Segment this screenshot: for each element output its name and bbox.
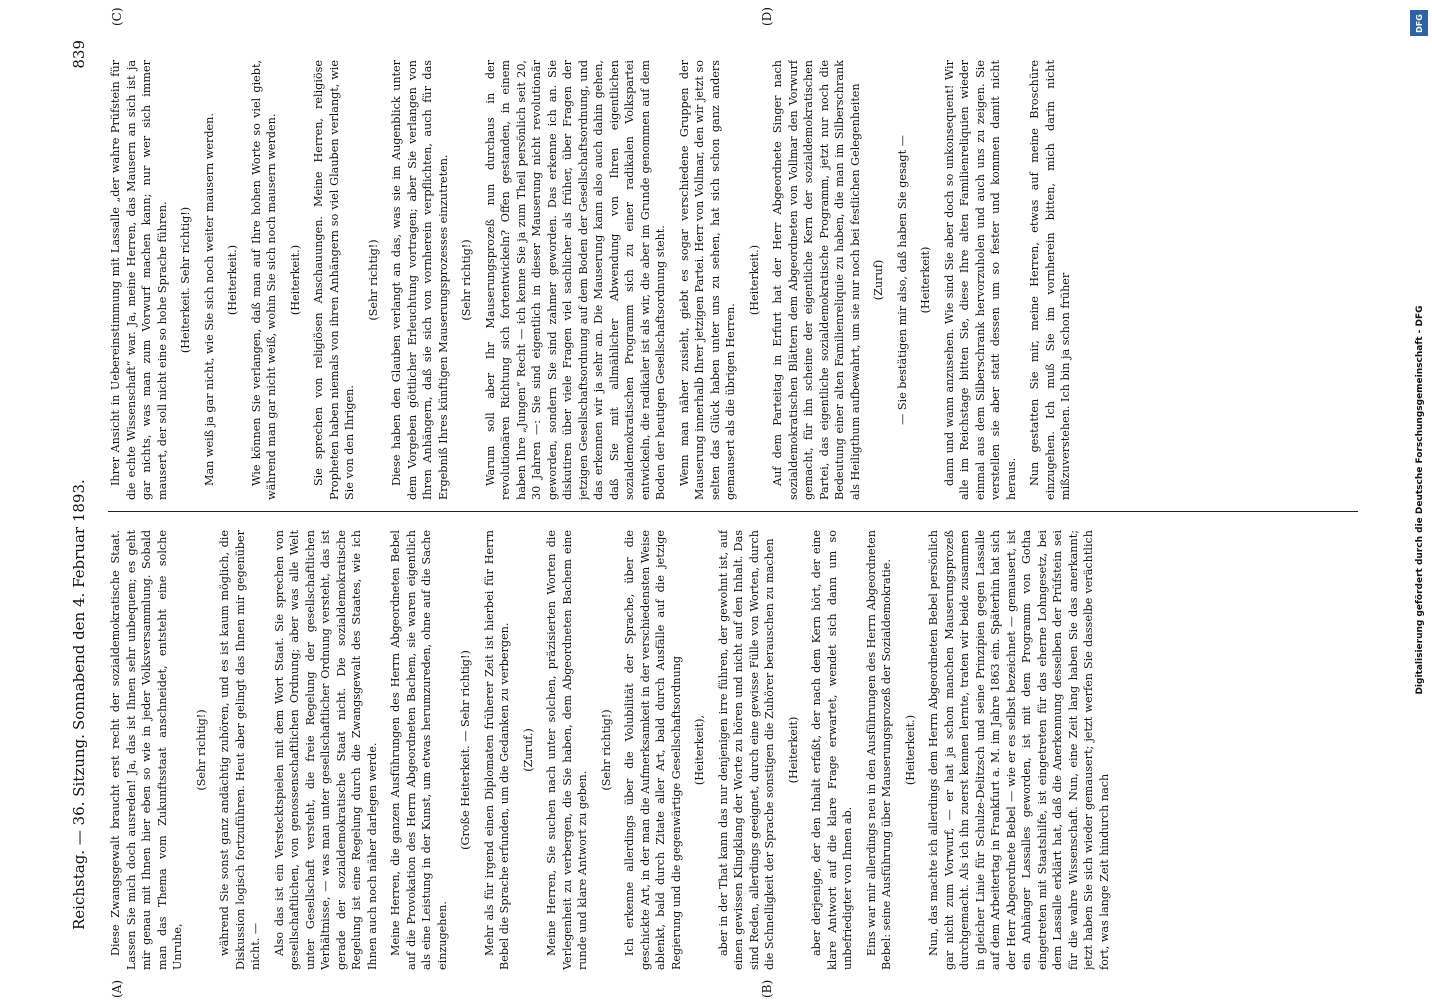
dfg-logo: DFG xyxy=(1410,10,1428,36)
margin-marker-d: (D) xyxy=(760,7,774,26)
paragraph: Auf dem Parteitag in Erfurt hat der Herr Abgeordnete Singer nach sozialdemokratischen Blättern dem Abgeordneten von Vollmar den Vorwurf gemacht, für ihn scheine der eigentliche Kern der sozialdemokratischen Partei, das eigentliche sozialdemokratische Programm, jetzt nur noch die Bedeutung einer alten Familienreliquie zu haben, die man im Silberschrank als Heiligthum aufbewahrt, um sie nur noch bei festlichen Gelegenheiten xyxy=(771,60,862,500)
paragraph: (Heiterkeit. Sehr richtig!) xyxy=(179,206,192,354)
paragraph: (Heiterkeit), xyxy=(693,714,706,786)
paragraph: Nun gestatten Sie mir, meine Herren, etwas auf meine Broschüre einzugehen. Ich muß Sie im vornherein bitten, mich darin nicht mißzuverstehen. Ich bin ja schon früher xyxy=(1028,60,1072,500)
margin-marker-b: (B) xyxy=(760,979,774,998)
paragraph: (Zuruf) xyxy=(872,259,885,301)
paragraph: (Heiterkeit) xyxy=(786,716,800,784)
paragraph: (Große Heiterkeit. — Sehr richtig!) xyxy=(459,650,472,850)
paragraph: dann und wann anzusehen. Wie sind Sie aber doch so unkonsequent! Wir alle im Reichstage bitten Sie, diese Ihre alten Familienreliquien wieder einmal aus dem Silberschrank hervorzuholen und auch uns zu zeigen. Sie verstellen sie aber statt dessen um so fester und kommen damit nicht heraus. xyxy=(942,60,1018,500)
paragraph: Meine Herren, die ganzen Ausführungen des Herrn Abgeordneten Bebel auf die Provokation des Herrn Abgeordneten Bachem, sie waren eigentlich als eine Leistung in der Kunst, um etwas herumzureden, ohne auf die Sache einzugehen. xyxy=(389,530,449,970)
text-columns xyxy=(108,30,1368,970)
paragraph: Ihrer Ansicht in Uebereinstimmung mit Lassalle „der wahre Prüfstein für die echte Wissenschaft“ war. Ja, meine Herren, das Mausern an sich ist ja gar nichts, was man zum Vorwurf machen kann; nur wer sich immer mausert, der soll nicht eine so hohe Sprache führen. xyxy=(109,60,169,500)
paragraph: (Heiterkeit) xyxy=(919,246,932,314)
paragraph: (Heiterkeit.) xyxy=(903,714,917,786)
digitization-credit xyxy=(1408,0,1432,1000)
paragraph: aber in der That kann das nur denjenigen irre führen, der gewohnt ist, auf einen gewissen Klingklang der Worte zu hören und nicht auf den Inhalt. Das sind Reden, allerdings geeignet, durch eine gewisse Fülle von Worten, durch die Schnelligkeit der Sprache sonstigen die Zuhörer berauschen zu machen xyxy=(716,530,776,970)
paragraph: Eins war mir allerdings neu in den Ausführungen des Herrn Abgeordneten Bebel: seine Ausführung über Mauserungsprozeß der Sozialdemokratie. xyxy=(864,530,893,970)
paragraph: während Sie sonst ganz andächtig zuhören, und es ist kaum möglich, die Diskussion logisch fortzuführen. Heut aber gelingt das Ihnen mir gegenüber nicht. — xyxy=(218,530,262,970)
paragraph: (Sehr richtig!) xyxy=(460,239,473,321)
paragraph: (Heiterkeit.) xyxy=(747,244,761,316)
paragraph: aber derjenige, der den Inhalt erfaßt, der nach dem Kern hört, der eine klare Antwort auf die klare Frage erwartet, wendet sich dann um so unbefriedigter von Ihnen ab. xyxy=(810,530,854,970)
margin-marker-a: (A) xyxy=(110,979,124,998)
paragraph: Also das ist ein Verstecktspielen mit dem Wort Staat. Sie sprechen von gesellschaftlichen, von genossenschaftlichen Ordnung; aber was alle Welt unter Gesellschaft versteht, die freie Regelung der gesellschaftlichen Verhältnisse, — was man unter gesellschaftlicher Ordnung versteht, das ist gerade der sozialdemokratische Staat nicht. Die sozialdemokratische Regelung ist eine Regelung durch die Zwangsgewalt des Staates, wie ich Ihnen auch noch näher darlegen werde. xyxy=(272,530,379,970)
page-body xyxy=(60,7,1380,998)
column-divider xyxy=(108,511,1358,512)
margin-marker-c: (C) xyxy=(110,7,124,26)
paragraph: (Sehr richtig!) xyxy=(599,709,613,791)
header-session: Reichstag. — 36. Sitzung. xyxy=(70,734,88,930)
paragraph: Wie können Sie verlangen, daß man auf Ihre hohen Worte so viel giebt, während man gar nicht weiß, wohin Sie sich noch mausern werden. xyxy=(249,60,278,500)
paragraph: (Sehr richtig!) xyxy=(366,239,380,321)
left-column xyxy=(108,530,1358,970)
paragraph: Wenn man näher zusieht, giebt es sogar verschiedene Gruppen der Mauserung innerhalb Ihrer jetzigen Partei. Herr von Vollmar, den wir jetzt so selten das Glück haben unter uns zu sehen, hat sich schon ganz anders gemausert als die übrigen Herren. xyxy=(677,60,737,500)
credit-text: Digitalisierung gefördert durch die Deutsche Forschungsgemeinschaft - DFG xyxy=(1415,305,1425,695)
paragraph: Mehr als für irgend einen Diplomaten früherer Zeit ist hierbei für Herrn Bebel die Sprache erfunden, um die Gedanken zu verbergen. xyxy=(482,530,511,970)
paragraph: (Sehr richtig!) xyxy=(194,709,208,791)
header-date: Sonnabend den 4. Februar 1893. xyxy=(70,479,88,730)
paragraph: (Heiterkeit.) xyxy=(288,244,302,316)
paragraph: — Sie bestätigen mir also, daß haben Sie gesagt — xyxy=(895,135,909,425)
right-column xyxy=(108,60,1358,500)
paragraph: Ich erkenne allerdings über die Volubilität der Sprache, über die geschickte Art, in der man die Aufmerksamkeit in der verschiedensten Weise ablenkt, bald durch Zitate aller Art, bald durch Ausfälle auf die jetzige Regierung und die gegenwärtige Gesellschaftsordnung xyxy=(623,530,683,970)
paragraph: Man weiß ja gar nicht, wie Sie sich noch weiter mausern werden. xyxy=(202,113,216,486)
page-header xyxy=(60,30,100,970)
paragraph: (Zuruf.) xyxy=(521,728,535,772)
page-number: 839 xyxy=(70,40,88,69)
paragraph: Nun, das machte ich allerdings dem Herrn Abgeordneten Bebel persönlich gar nicht zum Vorwurf, — er hat ja schon manchen Mauserungsprozeß durchgemacht. Als ich ihn zuerst kennen lernte, traten wir beide zusammen in gleicher Linie für Schulze-Delitzsch und seine Prinzipien gegen Lassalle auf dem Arbeitertag in Frankfurt a. M. im Jahre 1863 ein. Späterhin hat sich der Herr Abgeordnete Bebel — wie er es selbst bezeichnet — gemausert, ist ein Anhänger Lassalles geworden, ist mit dem Programm von Gotha eingetreten mit Staatshilfe, ist eingetreten für das eherne Lohngesetz, bei dem Lassalle erklärt hat, daß die Anerkennung desselben der Prüfstein sei für die wahre Wissenschaft. Nun, eine Zeit lang haben Sie das anerkannt; jetzt haben Sie sich wieder gemausert; jetzt werfen Sie dasselbe verächtlich fort, was lange Zeit hindurch nach xyxy=(927,530,1111,970)
paragraph: Sie sprechen von religiösen Anschauungen. Meine Herren, religiöse Propheten haben niemals von ihren Anhängern so viel Glauben verlangt, wie Sie von den Ihrigen. xyxy=(312,60,356,500)
paragraph: Meine Herren, Sie suchen nach unter solchen, präzisierten Worten die Verlegenheit zu verbergen, die Sie haben, dem Abgeordneten Bachem eine runde und klare Antwort zu geben. xyxy=(545,530,589,970)
paragraph: Warum soll aber Ihr Mauserungsprozeß nun durchaus in der revolutionären Richtung sich fortentwickeln? Offen gestanden, in einem haben Ihre „Jungen“ Recht — ich kenne Sie ja zum Theil persönlich seit 20, 30 Jahren —: Sie sind eigentlich in dieser Mauserung nicht revolutionär geworden, sondern Sie sind zahmer geworden. Das erkenne ich an. Sie diskutiren über viele Fragen viel sachlicher als früher, über Fragen der jetzigen Gesellschaftsordnung auf dem Boden der Gesellschaftsordnung, und das erkennen wir ja sehr an. Die Mauserung kann also auch dahin gehen, daß Sie mit allmählicher Abwendung von Ihren eigentlichen sozialdemokratischen Programm sich zu einer radikalen Volkspartei entwickeln, die radikaler ist als wir, die aber im Grunde genommen auf dem Boden der heutigen Gesellschaftsordnung steht. xyxy=(483,60,667,500)
paragraph: (Heiterkeit.) xyxy=(226,244,239,316)
paragraph: Diese Zwangsgewalt braucht erst recht der sozialdemokratische Staat. Lassen Sie mich doch ausreden! Ja, das ist Ihnen sehr unbequem; es geht mir genau mit Ihnen hier eben so wie in jeder Volksversammlung. Sobald man das Thema vom Zukunftsstaat anschneidet, entsteht eine solche Unruhe, xyxy=(109,530,184,970)
paragraph: Diese haben den Glauben verlangt an das, was sie im Augenblick unter dem Vorgeben göttlicher Erleuchtung vortragen; aber Sie verlangen von Ihren Anhängern, daß sie sich von vornherein verpflichten, auch für das Ergebniß Ihres künftigen Mauserungsprozesses einzutreten. xyxy=(390,60,450,500)
